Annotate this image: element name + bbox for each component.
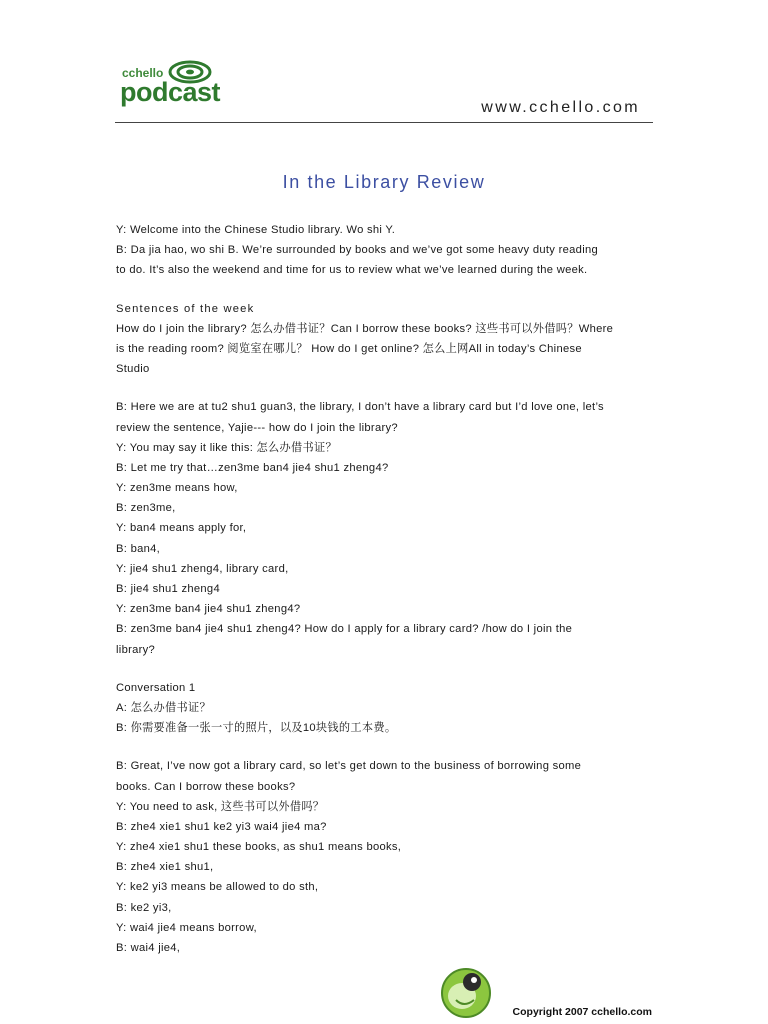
- section-heading: Sentences of the week: [116, 302, 255, 315]
- text-line: B: wai4 jie4,: [116, 942, 181, 954]
- text-line: is the reading room? 阅览室在哪儿？ How do I get online? 怎么上网All in today’s Chinese: [116, 342, 582, 355]
- text-line: B: zhe4 xie1 shu1,: [116, 861, 214, 874]
- text-line: Y: zen3me ban4 jie4 shu1 zheng4?: [116, 603, 301, 616]
- text-line: Y: zhe4 xie1 shu1 these books, as shu1 means books,: [116, 841, 402, 854]
- logo-main-text: podcast: [120, 77, 221, 107]
- text-line: Y: ke2 yi3 means be allowed to do sth,: [116, 881, 319, 894]
- text-line: Y: wai4 jie4 means borrow,: [116, 921, 257, 934]
- text-line: B: Da jia hao, wo shi B. We’re surrounded by books and we’ve got some heavy duty reading: [116, 244, 599, 257]
- text-line: Y: zen3me means how,: [116, 482, 238, 495]
- paragraph-gap: [116, 738, 656, 756]
- text-line: Y: You need to ask, 这些书可以外借吗？: [116, 800, 325, 813]
- logo-small-text: cchello: [122, 66, 164, 80]
- sentences-section: [116, 299, 656, 380]
- header-divider: [115, 122, 653, 123]
- copyright-text: Copyright 2007 cchello.com: [512, 1006, 652, 1018]
- text-line: B: zhe4 xie1 shu1 ke2 yi3 wai4 jie4 ma?: [116, 820, 327, 833]
- document-body: [116, 220, 656, 958]
- dialogue-section-2: [116, 756, 656, 958]
- text-line: B: zen3me ban4 jie4 shu1 zheng4? How do I apply for a library card? /how do I join the: [116, 623, 573, 636]
- text-line: B: ban4,: [116, 542, 161, 555]
- conversation-section: [116, 678, 656, 739]
- text-line: to do. It’s also the weekend and time for us to review what we’ve learned during the week.: [116, 264, 588, 277]
- document-title: In the Library Review: [282, 172, 486, 192]
- text-line: B: ke2 yi3,: [116, 901, 172, 914]
- text-line: B: 你需要准备一张一寸的照片，以及10块钱的工本费。: [116, 722, 397, 735]
- mascot-logo-icon: [438, 962, 494, 1020]
- intro-section: [116, 220, 656, 281]
- text-line: B: jie4 shu1 zheng4: [116, 583, 220, 595]
- cchello-podcast-logo: [120, 60, 230, 110]
- paragraph-gap: [116, 281, 656, 299]
- text-line: B: Great, I’ve now got a library card, so let’s get down to the business of borrowing some: [116, 760, 582, 773]
- text-line: Y: jie4 shu1 zheng4, library card,: [116, 562, 289, 575]
- text-line: review the sentence, Yajie--- how do I join the library?: [116, 421, 398, 434]
- paragraph-gap: [116, 660, 656, 678]
- text-line: B: zen3me,: [116, 502, 176, 515]
- site-url: www.cchello.com: [481, 99, 640, 116]
- text-line: books. Can I borrow these books?: [116, 780, 296, 793]
- text-line: library?: [116, 643, 156, 656]
- text-line: How do I join the library? 怎么办借书证？Can I borrow these books? 这些书可以外借吗？Where: [116, 322, 614, 335]
- text-line: Y: Welcome into the Chinese Studio library. Wo shi Y.: [116, 224, 396, 236]
- text-line: B: Let me try that…zen3me ban4 jie4 shu1 zheng4?: [116, 461, 389, 474]
- text-line: Studio: [116, 363, 150, 376]
- text-line: Y: You may say it like this: 怎么办借书证？: [116, 441, 337, 454]
- text-line: A: 怎么办借书证？: [116, 701, 211, 714]
- paragraph-gap: [116, 379, 656, 397]
- section-heading: Conversation 1: [116, 681, 196, 694]
- dialogue-section-1: [116, 397, 656, 659]
- text-line: Y: ban4 means apply for,: [116, 522, 247, 535]
- text-line: B: Here we are at tu2 shu1 guan3, the library, I don’t have a library card but I’d love one, let’s: [116, 401, 604, 414]
